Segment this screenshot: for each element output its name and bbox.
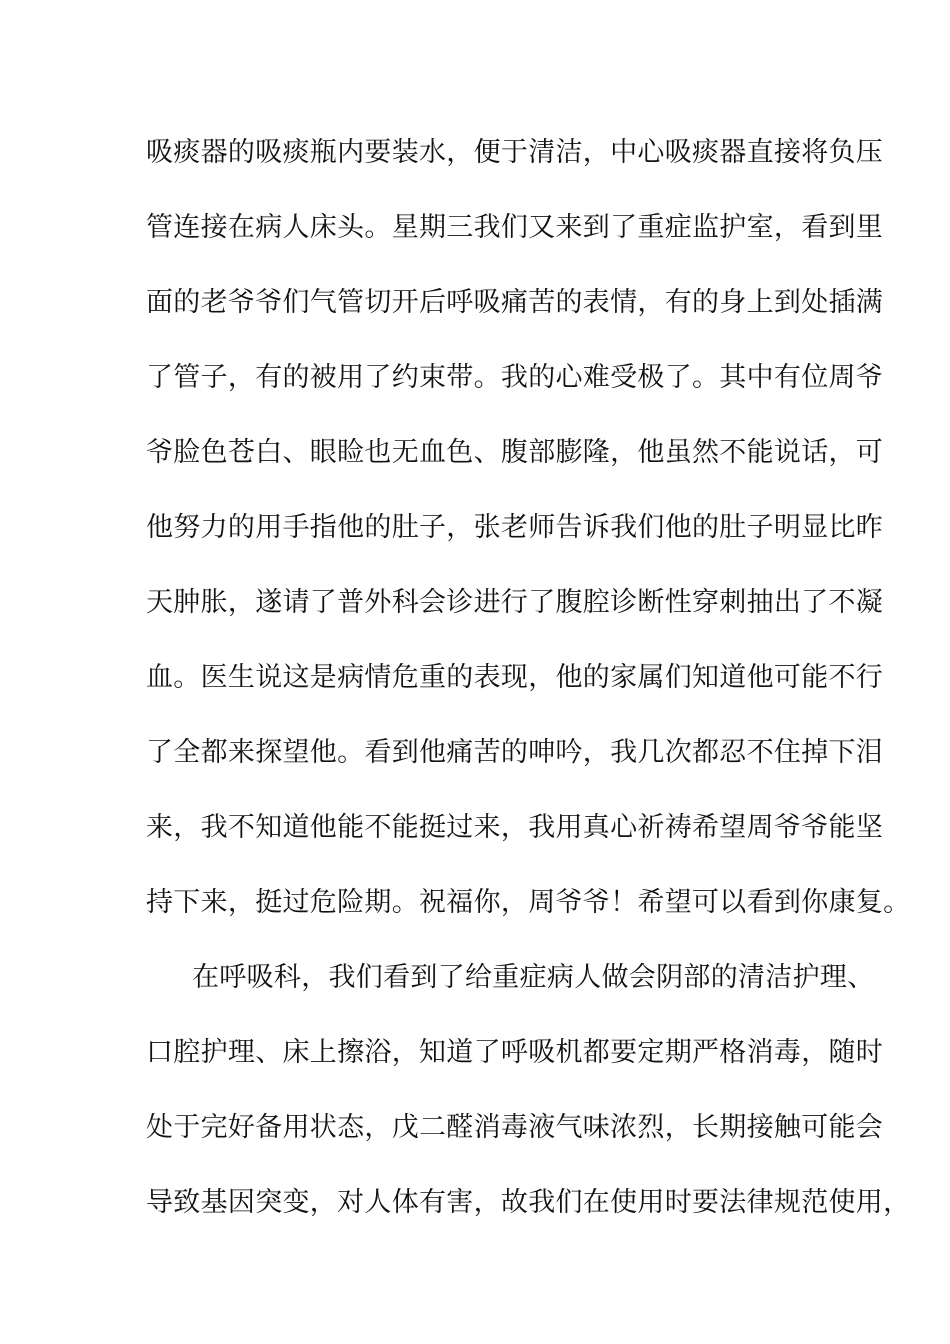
text-line: 爷脸色苍白、眼睑也无血色、腹部膨隆，他虽然不能说话，可 [146,437,884,468]
text-line: 吸痰器的吸痰瓶内要装水，便于清洁，中心吸痰器直接将负压 [146,137,884,168]
text-line: 了全都来探望他。看到他痛苦的呻吟，我几次都忍不住掉下泪 [146,737,884,768]
text-line: 持下来，挺过危险期。祝福你，周爷爷！希望可以看到你康复。 [146,887,911,918]
body-text [146,131,911,1256]
text-line: 管连接在病人床头。星期三我们又来到了重症监护室，看到里 [146,212,884,243]
text-line: 导致基因突变，对人体有害，故我们在使用时要法律规范使用， [146,1187,911,1218]
paragraph-start-line: 在呼吸科，我们看到了给重症病人做会阴部的清洁护理、 [192,962,875,993]
text-line: 处于完好备用状态，戊二醛消毒液气味浓烈，长期接触可能会 [146,1112,884,1143]
text-line: 来，我不知道他能不能挺过来，我用真心祈祷希望周爷爷能坚 [146,812,884,843]
text-line: 口腔护理、床上擦浴，知道了呼吸机都要定期严格消毒，随时 [146,1037,884,1068]
text-line: 血。医生说这是病情危重的表现，他的家属们知道他可能不行 [146,662,884,693]
text-line: 天肿胀，遂请了普外科会诊进行了腹腔诊断性穿刺抽出了不凝 [146,587,884,618]
text-line: 面的老爷爷们气管切开后呼吸痛苦的表情，有的身上到处插满 [146,287,884,318]
text-line: 了管子，有的被用了约束带。我的心难受极了。其中有位周爷 [146,362,884,393]
text-line: 他努力的用手指他的肚子，张老师告诉我们他的肚子明显比昨 [146,512,884,543]
